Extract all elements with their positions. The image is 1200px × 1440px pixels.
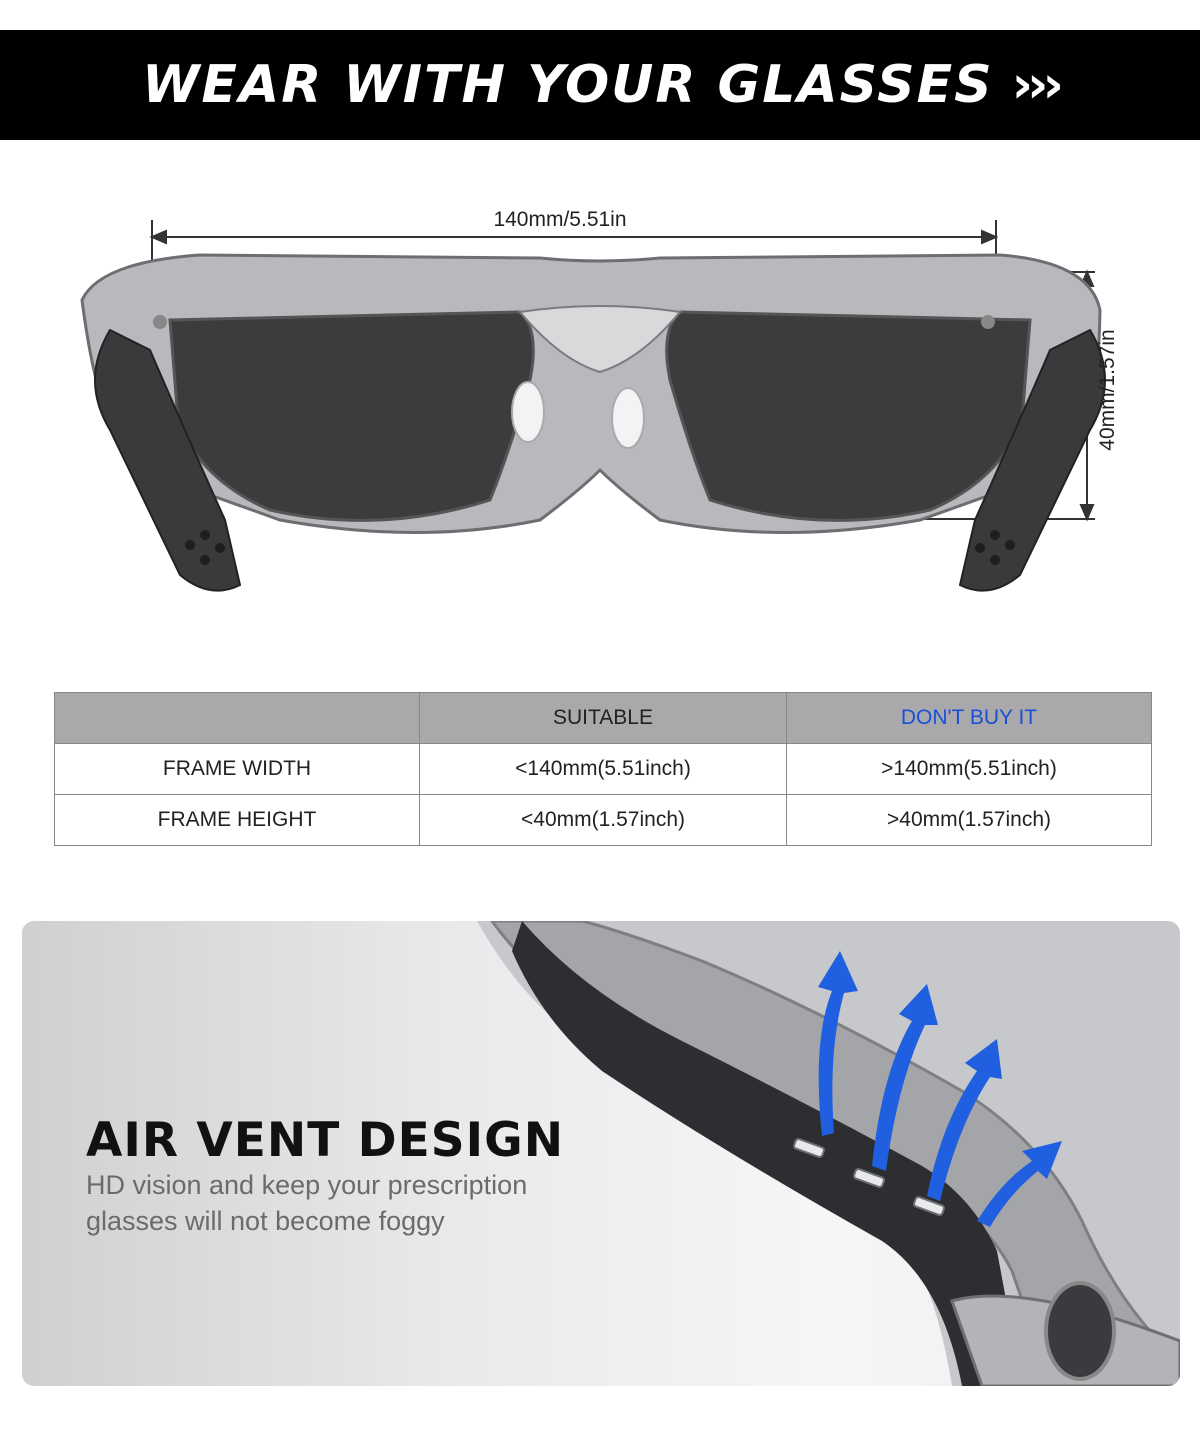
table-row [55, 795, 1152, 846]
air-vent-title: AIR VENT DESIGN [86, 1113, 565, 1168]
size-comparison-table [54, 692, 1152, 846]
header-banner [0, 30, 1200, 140]
cell-dont-buy-height: >40mm(1.57inch) [787, 795, 1152, 846]
table-header-empty [55, 693, 420, 744]
frame-height-label: 40mm/1.57in [1096, 329, 1119, 451]
row-label-frame-width: FRAME WIDTH [55, 744, 420, 795]
cell-suitable-height: <40mm(1.57inch) [420, 795, 787, 846]
frame-width-label: 140mm/5.51in [493, 208, 627, 231]
cell-dont-buy-width: >140mm(5.51inch) [787, 744, 1152, 795]
table-header-suitable: SUITABLE [420, 693, 787, 744]
air-vent-subtitle: HD vision and keep your prescription glasses will not become foggy [86, 1170, 528, 1236]
glasses-front-view [0, 170, 1200, 670]
table-header-row [55, 693, 1152, 744]
table-header-dont-buy: DON'T BUY IT [787, 693, 1152, 744]
table-row [55, 744, 1152, 795]
cell-suitable-width: <140mm(5.51inch) [420, 744, 787, 795]
chevron-right-icon: ››› [1011, 55, 1058, 115]
banner-title: WEAR WITH YOUR GLASSES [142, 55, 994, 115]
row-label-frame-height: FRAME HEIGHT [55, 795, 420, 846]
air-vent-panel [22, 921, 1180, 1386]
